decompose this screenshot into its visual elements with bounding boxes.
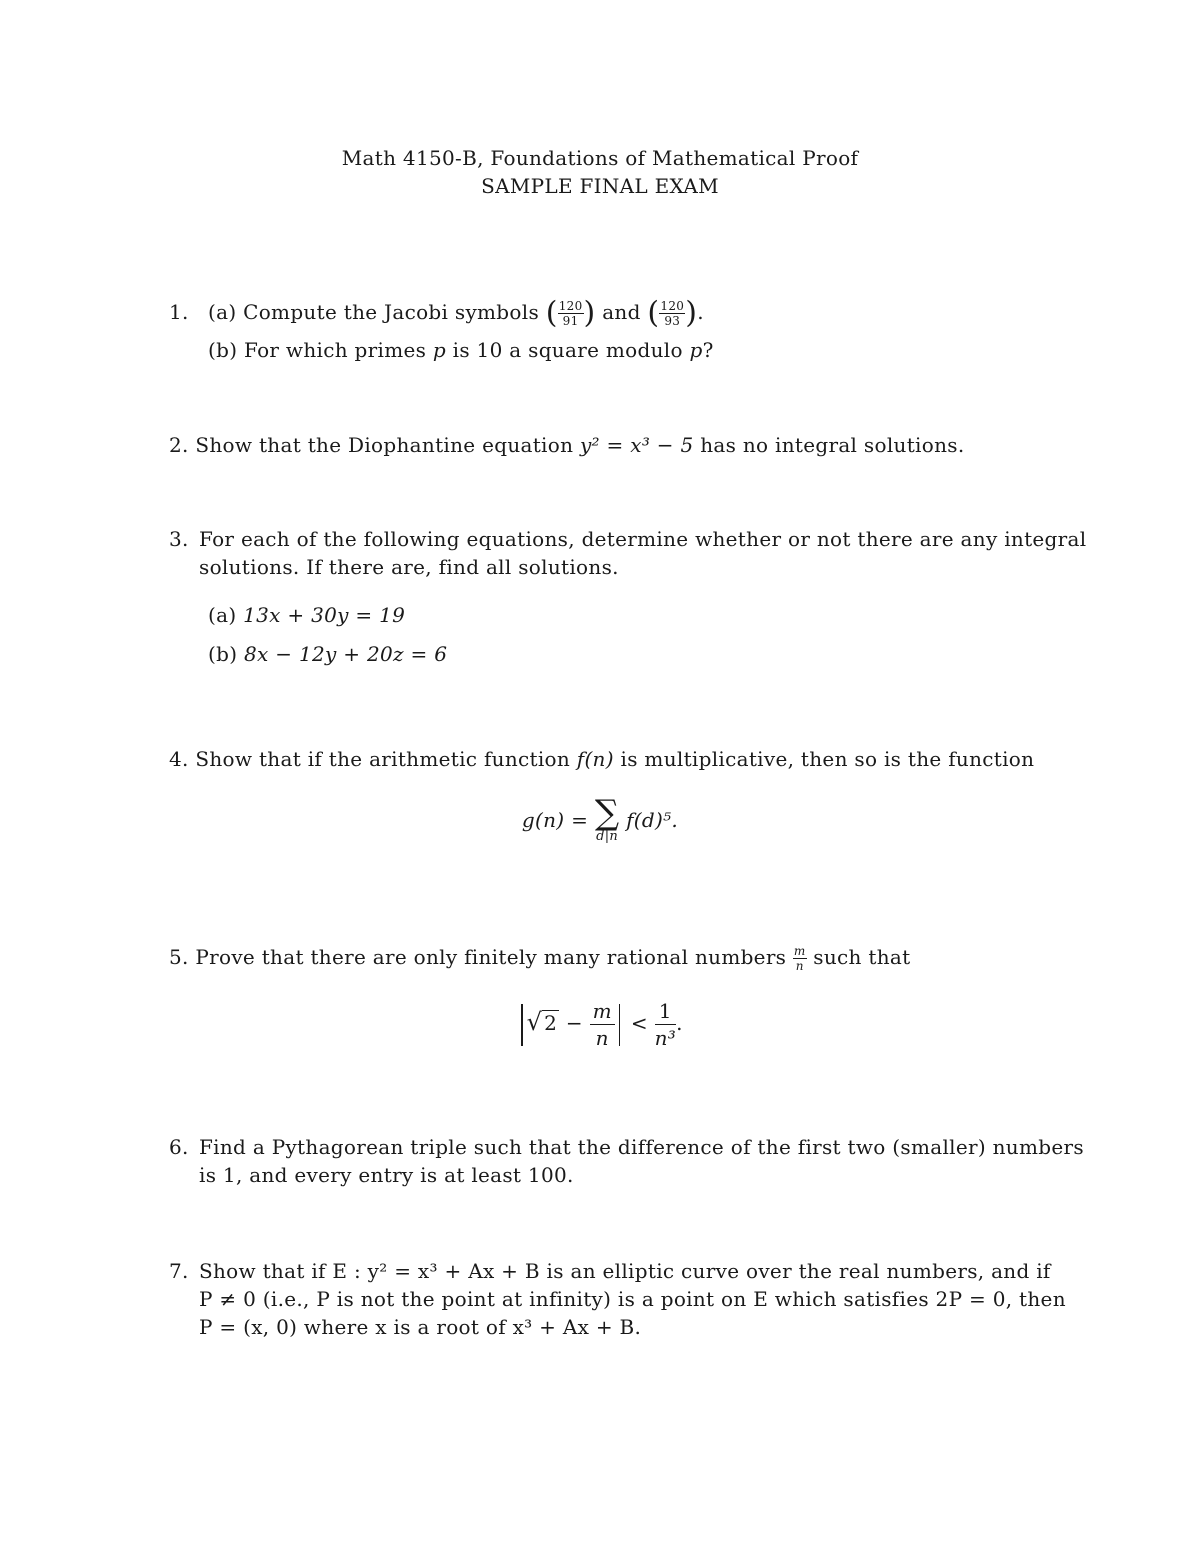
problem-4-fn: f(n) [576, 747, 614, 771]
problem-1b-text-end: ? [702, 338, 714, 362]
problem-2-equation: y² = x³ − 5 [579, 433, 694, 457]
problem-3-line-1: For each of the following equations, determine whether or not there are any integral [199, 527, 1087, 551]
problem-2-text-post: has no integral solutions. [700, 433, 965, 457]
var-p: p [689, 338, 703, 362]
problem-1-number: 1. [169, 300, 189, 324]
problem-4-rhs: f(d)⁵. [626, 808, 679, 832]
problem-3-number: 3. [169, 527, 189, 551]
problem-7-line-2: P ≠ 0 (i.e., P is not the point at infinity) is a point on E which satisfies 2P = 0, then [199, 1287, 1066, 1311]
exam-title: SAMPLE FINAL EXAM [481, 174, 719, 198]
paren-close: ) [685, 295, 698, 331]
problem-4-lhs: g(n) = [521, 808, 589, 832]
problem-3-line-2: solutions. If there are, find all solutions. [199, 555, 619, 579]
fraction-numerator: m [793, 944, 806, 958]
problem-2-number: 2. [169, 433, 189, 457]
problem-1b-text-mid: is 10 a square modulo [452, 338, 683, 362]
abs-bar-left [521, 1004, 522, 1046]
less-than-sign: < [630, 1011, 648, 1035]
problem-1b-label: (b) [208, 338, 238, 362]
paren-close: ) [583, 295, 596, 331]
problem-1a-text: Compute the Jacobi symbols [243, 300, 540, 324]
minus-sign: − [565, 1011, 583, 1035]
jacobi-1-numerator: 120 [558, 299, 583, 313]
jacobi-symbol-1 [558, 300, 584, 327]
problem-5 [169, 943, 910, 972]
course-title: Math 4150-B, Foundations of Mathematical Proof [341, 146, 859, 170]
fraction-numerator: m [590, 1001, 615, 1025]
fraction-numerator: 1 [655, 1001, 677, 1025]
problem-1a: (a) Compute the Jacobi symbols ( $\frac{120}{91}$ ) and ( $\frac{120}{93}$ ). [208, 295, 704, 331]
sqrt-icon: √ [526, 1008, 543, 1036]
problem-6-line-1: Find a Pythagorean triple such that the difference of the first two (smaller) numbers [199, 1135, 1084, 1159]
jacobi-1-denominator: 91 [562, 314, 579, 328]
problem-3a-label: (a) [208, 603, 237, 627]
problem-5-text-post: such that [813, 945, 911, 969]
abs-bar-right [619, 1004, 620, 1046]
problem-7-line-3: P = (x, 0) where x is a root of x³ + Ax + B. [199, 1315, 642, 1339]
fraction-denominator: n [595, 1026, 609, 1050]
problem-4-number: 4. [169, 747, 189, 771]
jacobi-2-numerator: 120 [660, 299, 685, 313]
problem-4-text-post: is multiplicative, then so is the function [620, 747, 1035, 771]
sqrt-argument: 2 [544, 1011, 558, 1035]
m-over-n-fraction [590, 1001, 615, 1048]
var-p: p [432, 338, 446, 362]
problem-5-text-pre: Prove that there are only finitely many rational numbers [195, 945, 787, 969]
problem-3a-equation: 13x + 30y = 19 [243, 603, 406, 627]
problem-3b-label: (b) [208, 642, 238, 666]
problem-3b-equation: 8x − 12y + 20z = 6 [243, 642, 448, 666]
jacobi-symbol-2 [659, 300, 685, 327]
problem-4-display-equation [0, 793, 1200, 844]
fraction-denominator: n³ [654, 1026, 677, 1050]
problem-1b [208, 336, 714, 364]
sum-symbol: ∑ [594, 793, 620, 833]
paren-open: ( [545, 295, 558, 331]
paren-open: ( [647, 295, 660, 331]
jacobi-2-denominator: 93 [664, 314, 681, 328]
problem-7-number: 7. [169, 1259, 189, 1283]
one-over-n-cubed-fraction [655, 1001, 677, 1048]
problem-6-line-2: is 1, and every entry is at least 100. [199, 1163, 574, 1187]
problem-4-text-pre: Show that if the arithmetic function [195, 747, 571, 771]
problem-6-number: 6. [169, 1135, 189, 1159]
problem-4 [169, 745, 1034, 773]
period: . [676, 1011, 683, 1035]
problem-7-line-1: Show that if E : y² = x³ + Ax + B is an elliptic curve over the real numbers, and if [199, 1259, 1051, 1283]
problem-5-inline-fraction [793, 945, 807, 972]
problem-1a-label: (a) [208, 300, 237, 324]
problem-1a-and: and [602, 300, 641, 324]
summation [594, 793, 620, 844]
fraction-denominator: n [795, 959, 804, 973]
problem-3b [208, 640, 447, 668]
sum-index: d|n [596, 829, 619, 844]
problem-1b-text-pre: For which primes [243, 338, 427, 362]
problem-5-display-inequality [0, 990, 1200, 1055]
problem-2 [169, 431, 964, 459]
problem-3a [208, 601, 405, 629]
problem-5-number: 5. [169, 945, 189, 969]
problem-2-text-pre: Show that the Diophantine equation [195, 433, 574, 457]
